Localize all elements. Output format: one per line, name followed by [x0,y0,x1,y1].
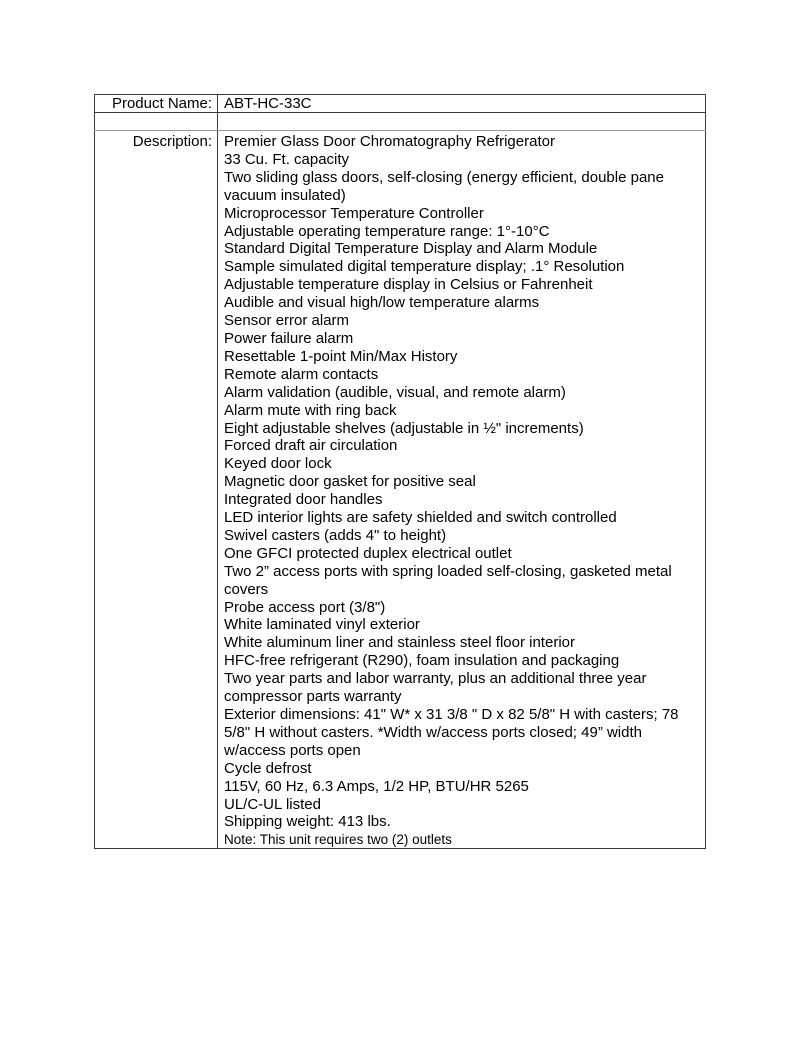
outlet-note: Note: This unit requires two (2) outlets [224,832,452,848]
description-line: White aluminum liner and stainless steel floor interior [224,634,575,652]
description-label: Description: [95,131,218,849]
description-line: White laminated vinyl exterior [224,616,420,634]
description-line: Eight adjustable shelves (adjustable in ½" increments) [224,419,584,437]
description-line: Standard Digital Temperature Display and Alarm Module [224,240,598,258]
description-line: Probe access port (3/8") [224,598,386,616]
description-line: Exterior dimensions: 41" W* x 31 3/8 " D x 82 5/8" H with casters; 78 5/8" H without casters. *Width w/access ports closed; 49” width w/access ports open [224,706,679,759]
description-line: Shipping weight: 413 lbs. [224,813,391,831]
description-line: Resettable 1-point Min/Max History [224,347,458,365]
description-line: Adjustable temperature display in Celsius or Fahrenheit [224,276,593,294]
description-line: Two year parts and labor warranty, plus an additional three year compressor parts warranty [224,670,647,706]
description-line: Magnetic door gasket for positive seal [224,473,476,491]
description-line: Integrated door handles [224,491,383,509]
description-line: Alarm validation (audible, visual, and remote alarm) [224,383,566,401]
description-line: Remote alarm contacts [224,365,379,383]
description-line: LED interior lights are safety shielded and switch controlled [224,509,617,527]
product-name-value: ABT-HC-33C [218,95,706,113]
description-line: Forced draft air circulation [224,437,398,455]
spacer-row [95,113,706,131]
product-name-label: Product Name: [95,95,218,113]
description-line: Swivel casters (adds 4" to height) [224,526,447,544]
description-line: Two 2” access ports with spring loaded self-closing, gasketed metal covers [224,562,672,598]
description-line: Sample simulated digital temperature display; .1° Resolution [224,258,625,276]
description-line: Power failure alarm [224,329,354,347]
description-line: Keyed door lock [224,455,332,473]
description-line: Microprocessor Temperature Controller [224,204,484,222]
product-spec-table [94,94,706,849]
description-line: UL/C-UL listed [224,795,321,813]
description-line: Premier Glass Door Chromatography Refrigerator [224,133,555,150]
description-line: 115V, 60 Hz, 6.3 Amps, 1/2 HP, BTU/HR 5265 [224,777,529,795]
description-line: One GFCI protected duplex electrical outlet [224,544,512,562]
product-name-row [95,95,706,113]
spacer-cell-right [218,113,706,131]
description-line: Cycle defrost [224,759,312,777]
description-line: Audible and visual high/low temperature alarms [224,294,540,312]
description-line: Alarm mute with ring back [224,401,397,419]
description-line: HFC-free refrigerant (R290), foam insulation and packaging [224,652,620,670]
spacer-cell-left [95,113,218,131]
description-line: Two sliding glass doors, self-closing (energy efficient, double pane vacuum insulated) [224,168,664,204]
description-row [95,131,706,849]
description-value [218,131,706,849]
description-line: Adjustable operating temperature range: 1°-10°C [224,222,550,240]
description-line: 33 Cu. Ft. capacity [224,150,350,168]
description-line: Sensor error alarm [224,312,350,330]
